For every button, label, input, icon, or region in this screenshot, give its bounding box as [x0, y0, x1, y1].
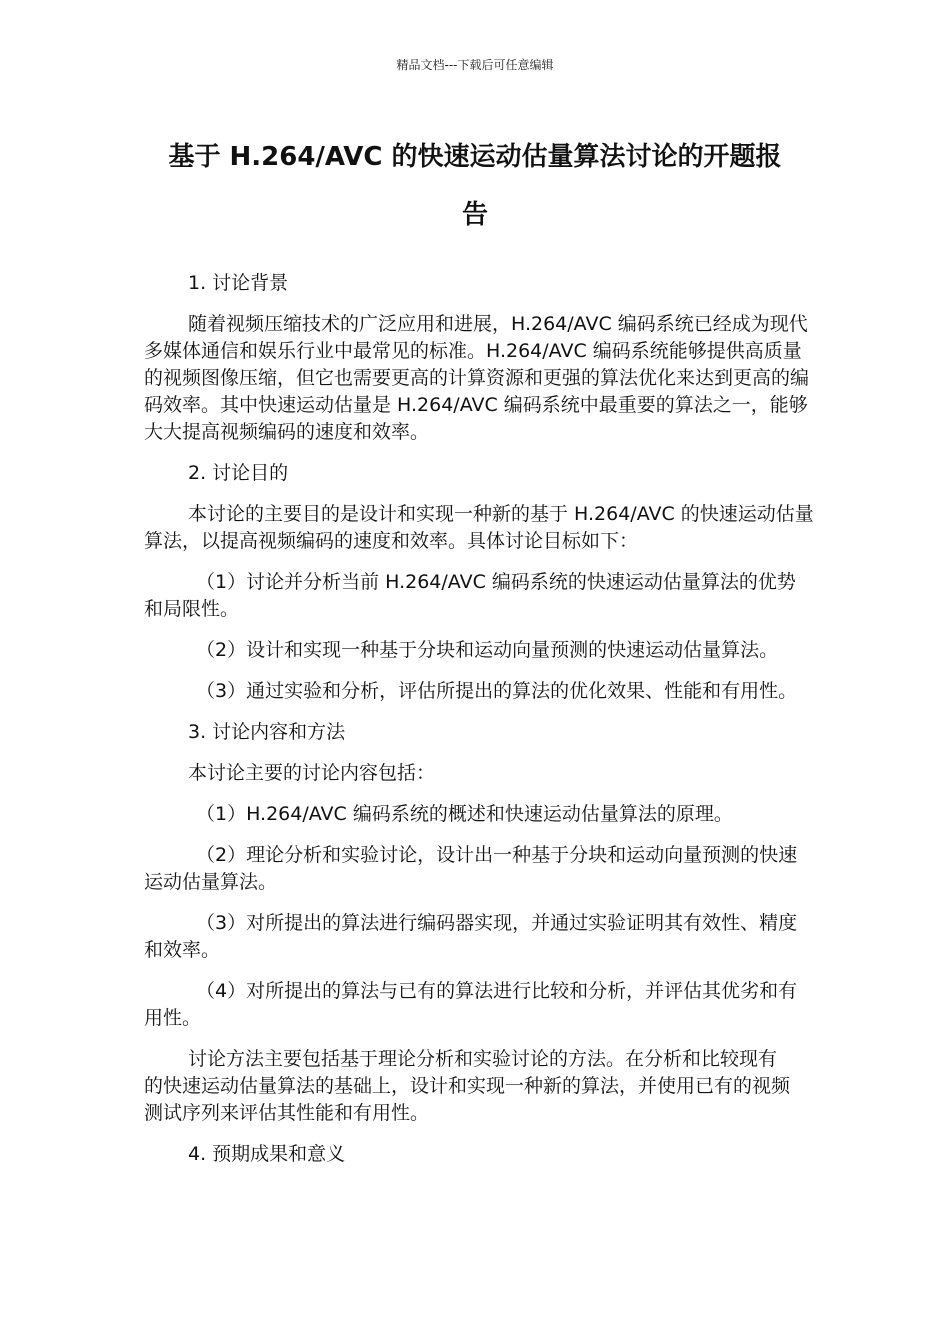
section-heading-background: 1. 讨论背景 [188, 272, 289, 294]
background-paragraph: 随着视频压缩技术的广泛应用和进展，H.264/AVC 编码系统已经成为现代多媒体通信和娱乐行业中最常见的标准。H.264/AVC 编码系统能够提供高质量的视频图像压缩，但它也需要更高的计算资源和更强的算法优化来达到更高的编码效率。其中快速运动估量是 H.264/AVC 编码系统中最重要的算法之一，能够大大提高视频编码的速度和效率。 [144, 313, 810, 443]
section-heading-content-methods: 3. 讨论内容和方法 [188, 721, 346, 743]
content-intro: 本讨论主要的讨论内容包括： [188, 762, 436, 784]
title-line-2: 告 [461, 200, 488, 230]
document-title [140, 128, 810, 244]
content-item-4: （4）对所提出的算法与已有的算法进行比较和分析，并评估其优劣和有用性。 [144, 980, 798, 1029]
purpose-item-1: （1）讨论并分析当前 H.264/AVC 编码系统的快速运动估量算法的优势和局限性。 [144, 571, 796, 620]
content-item-3: （3）对所提出的算法进行编码器实现，并通过实验证明其有效性、精度和效率。 [144, 912, 798, 961]
document-body [144, 270, 814, 1182]
purpose-item-2: （2）设计和实现一种基于分块和运动向量预测的快速运动估量算法。 [196, 639, 779, 661]
section-heading-purpose: 2. 讨论目的 [188, 462, 289, 484]
section-heading-expected-results: 4. 预期成果和意义 [188, 1143, 346, 1165]
content-item-2: （2）理论分析和实验讨论，设计出一种基于分块和运动向量预测的快速运动估量算法。 [144, 844, 798, 893]
methods-paragraph: 讨论方法主要包括基于理论分析和实验讨论的方法。在分析和比较现有的快速运动估量算法的基础上，设计和实现一种新的算法，并使用已有的视频测试序列来评估其性能和有用性。 [144, 1048, 791, 1124]
content-item-1: （1）H.264/AVC 编码系统的概述和快速运动估量算法的原理。 [196, 803, 733, 825]
title-line-1: 基于 H.264/AVC 的快速运动估量算法讨论的开题报 [168, 142, 782, 172]
purpose-item-3: （3）通过实验和分析，评估所提出的算法的优化效果、性能和有用性。 [196, 680, 798, 702]
purpose-intro: 本讨论的主要目的是设计和实现一种新的基于 H.264/AVC 的快速运动估量算法，以提高视频编码的速度和效率。具体讨论目标如下： [144, 503, 814, 552]
page-header: 精品文档---下载后可任意编辑 [396, 58, 554, 72]
